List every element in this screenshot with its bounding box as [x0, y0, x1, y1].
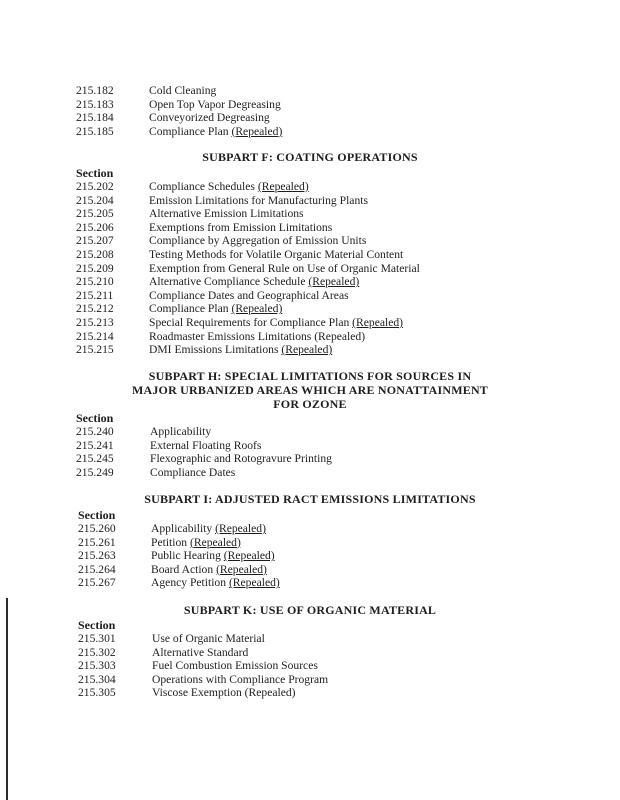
- section-list-subpart-h: [76, 411, 332, 479]
- section-title-text: Special Requirements for Compliance Plan: [149, 315, 350, 329]
- section-title: [149, 289, 349, 303]
- section-list-subpart-f: [76, 166, 420, 357]
- section-title-text: Emission Limitations for Manufacturing Plants: [149, 193, 368, 207]
- section-title: [149, 221, 332, 235]
- subpart-heading-line: FOR OZONE: [273, 397, 347, 411]
- section-title: [149, 330, 365, 344]
- section-row: [76, 289, 420, 303]
- section-number: 215.303: [78, 659, 116, 673]
- section-number: 215.240: [76, 425, 114, 438]
- section-number: 215.249: [76, 465, 114, 479]
- section-title-text: Public Hearing: [151, 549, 221, 563]
- section-number: 215.211: [76, 288, 114, 302]
- section-number: 215.245: [76, 452, 114, 466]
- section-title: [149, 98, 281, 112]
- section-title: [152, 686, 296, 700]
- section-number: 215.263: [78, 549, 116, 563]
- section-title-text: Cold Cleaning: [149, 84, 217, 97]
- section-number: 215.212: [76, 302, 114, 316]
- subpart-heading-line: SUBPART K: USE OF ORGANIC MATERIAL: [183, 603, 437, 617]
- repealed-note: (Repealed): [228, 576, 280, 590]
- subpart-heading-line: SUBPART H: SPECIAL LIMITATIONS FOR SOURCES IN: [148, 369, 472, 383]
- section-number: 215.210: [76, 275, 114, 289]
- section-title: [151, 536, 241, 550]
- section-title-text: Viscose Exemption (Repealed): [152, 686, 296, 700]
- section-row: [76, 207, 420, 221]
- section-row: [76, 248, 420, 262]
- section-title: [150, 466, 235, 480]
- section-row: [76, 439, 332, 453]
- section-title: [149, 194, 368, 208]
- section-row: [78, 522, 280, 536]
- section-title: [151, 563, 267, 577]
- section-number: 215.182: [76, 84, 114, 97]
- repealed-note: (Repealed): [308, 275, 360, 289]
- repealed-note: (Repealed): [189, 535, 241, 549]
- subpart-heading-line: SUBPART F: COATING OPERATIONS: [202, 150, 418, 164]
- section-row: [76, 111, 282, 125]
- repealed-note: (Repealed): [231, 124, 283, 138]
- section-title-text: Use of Organic Material: [152, 632, 265, 645]
- section-title-text: Alternative Compliance Schedule: [149, 275, 306, 289]
- section-title: [149, 84, 216, 98]
- section-list-subpart-k: [78, 618, 328, 700]
- section-row: [78, 686, 328, 700]
- section-number: 215.264: [78, 562, 116, 576]
- section-number: 215.208: [76, 247, 114, 261]
- repealed-note: (Repealed): [281, 343, 333, 357]
- section-number: 215.209: [76, 261, 114, 275]
- section-title-text: Open Top Vapor Degreasing: [149, 97, 281, 111]
- section-title-text: Conveyorized Degreasing: [149, 111, 270, 125]
- section-title: [152, 673, 328, 687]
- section-title-text: External Floating Roofs: [150, 438, 262, 452]
- section-title-text: Alternative Emission Limitations: [149, 207, 304, 221]
- section-title: [151, 522, 266, 536]
- section-number: 215.207: [76, 234, 114, 248]
- section-title-text: Flexographic and Rotogravure Printing: [150, 452, 332, 466]
- section-number: 215.241: [76, 438, 114, 452]
- section-title-text: Compliance Plan: [149, 302, 229, 316]
- section-title: [149, 275, 359, 289]
- section-row: [76, 330, 420, 344]
- repealed-note: (Repealed): [231, 302, 283, 316]
- section-column-label: Section: [76, 411, 114, 425]
- section-title-text: Board Action: [151, 562, 214, 576]
- section-title-text: Testing Methods for Volatile Organic Material Content: [149, 247, 404, 261]
- section-row: [78, 563, 280, 577]
- section-row: [76, 262, 420, 276]
- section-title: [150, 425, 211, 439]
- section-row: [78, 673, 328, 687]
- section-row: [78, 576, 280, 590]
- section-number: 215.185: [76, 124, 114, 138]
- section-title-text: Compliance Dates and Geographical Areas: [149, 288, 349, 302]
- section-title-text: Applicability: [150, 425, 212, 438]
- section-title-text: Fuel Combustion Emission Sources: [152, 659, 318, 673]
- section-title-text: Operations with Compliance Program: [152, 672, 329, 686]
- section-row: [76, 466, 332, 480]
- section-title: [149, 207, 304, 221]
- subpart-heading-line: MAJOR URBANIZED AREAS WHICH ARE NONATTAINMENT: [131, 383, 489, 397]
- section-title-text: Applicability: [151, 522, 213, 535]
- section-row: [76, 194, 420, 208]
- section-title-text: Compliance by Aggregation of Emission Units: [149, 234, 367, 248]
- section-title: [152, 632, 265, 646]
- section-title: [149, 180, 309, 194]
- section-row: [78, 536, 280, 550]
- section-column-label: Section: [78, 618, 116, 632]
- section-row: [76, 302, 420, 316]
- section-title: [149, 248, 403, 262]
- repealed-note: (Repealed): [223, 549, 275, 563]
- section-title-text: Compliance Dates: [150, 465, 236, 479]
- subpart-k-heading: [0, 603, 620, 617]
- section-number: 215.214: [76, 329, 114, 343]
- scan-edge-mark: [6, 598, 8, 800]
- section-title: [151, 576, 280, 590]
- section-title-text: Alternative Standard: [152, 645, 249, 659]
- section-title-text: DMI Emissions Limitations: [149, 343, 279, 357]
- section-number: 215.183: [76, 97, 114, 111]
- section-row: [78, 646, 328, 660]
- section-number: 215.206: [76, 220, 114, 234]
- section-title-text: Compliance Plan: [149, 124, 229, 138]
- section-row: [76, 221, 420, 235]
- subpart-heading-line: SUBPART I: ADJUSTED RACT EMISSIONS LIMITATIONS: [144, 492, 476, 506]
- section-number: 215.261: [78, 535, 116, 549]
- section-title: [150, 452, 332, 466]
- section-row: [76, 98, 282, 112]
- section-title-text: Compliance Schedules: [149, 180, 255, 193]
- section-number: 215.202: [76, 180, 114, 193]
- repealed-note: (Repealed): [257, 180, 309, 193]
- section-row: [76, 316, 420, 330]
- section-title: [149, 234, 366, 248]
- section-row: [76, 343, 420, 357]
- section-row: [76, 275, 420, 289]
- section-row: [78, 632, 328, 646]
- section-list-subpart-e-continued: [76, 84, 282, 138]
- section-title: [151, 549, 275, 563]
- section-number: 215.267: [78, 576, 116, 590]
- section-title-text: Exemption from General Rule on Use of Organic Material: [149, 261, 420, 275]
- section-number: 215.260: [78, 522, 116, 535]
- section-row: [78, 549, 280, 563]
- section-row: [76, 234, 420, 248]
- repealed-note: (Repealed): [352, 315, 404, 329]
- section-row: [76, 84, 282, 98]
- section-column-label: Section: [76, 166, 114, 180]
- section-number: 215.304: [78, 672, 116, 686]
- section-title-text: Petition: [151, 535, 188, 549]
- section-title-text: Roadmaster Emissions Limitations (Repealed): [149, 329, 366, 343]
- section-number: 215.213: [76, 315, 114, 329]
- section-title: [150, 439, 261, 453]
- section-row: [76, 452, 332, 466]
- section-title: [149, 343, 332, 357]
- section-title: [149, 111, 270, 125]
- subpart-h-heading: [0, 369, 620, 411]
- section-title: [152, 659, 318, 673]
- section-title: [149, 316, 403, 330]
- section-row: [78, 659, 328, 673]
- section-number: 215.301: [78, 632, 116, 645]
- section-row: [76, 180, 420, 194]
- section-number: 215.204: [76, 193, 114, 207]
- subpart-i-heading: [0, 492, 620, 506]
- section-number: 215.305: [78, 686, 116, 700]
- repealed-note: (Repealed): [215, 522, 266, 535]
- section-title-text: Exemptions from Emission Limitations: [149, 220, 333, 234]
- section-number: 215.205: [76, 207, 114, 221]
- section-row: [76, 125, 282, 139]
- section-column-label: Section: [78, 508, 116, 522]
- section-number: 215.215: [76, 343, 114, 357]
- section-row: [76, 425, 332, 439]
- section-list-subpart-i: [78, 508, 280, 590]
- repealed-note: (Repealed): [216, 562, 267, 576]
- section-title: [149, 302, 282, 316]
- section-title: [149, 125, 282, 139]
- subpart-f-heading: [0, 150, 620, 164]
- section-title: [152, 646, 248, 660]
- section-number: 215.302: [78, 645, 116, 659]
- section-number: 215.184: [76, 111, 114, 125]
- section-title-text: Agency Petition: [151, 576, 227, 590]
- section-title: [149, 262, 420, 276]
